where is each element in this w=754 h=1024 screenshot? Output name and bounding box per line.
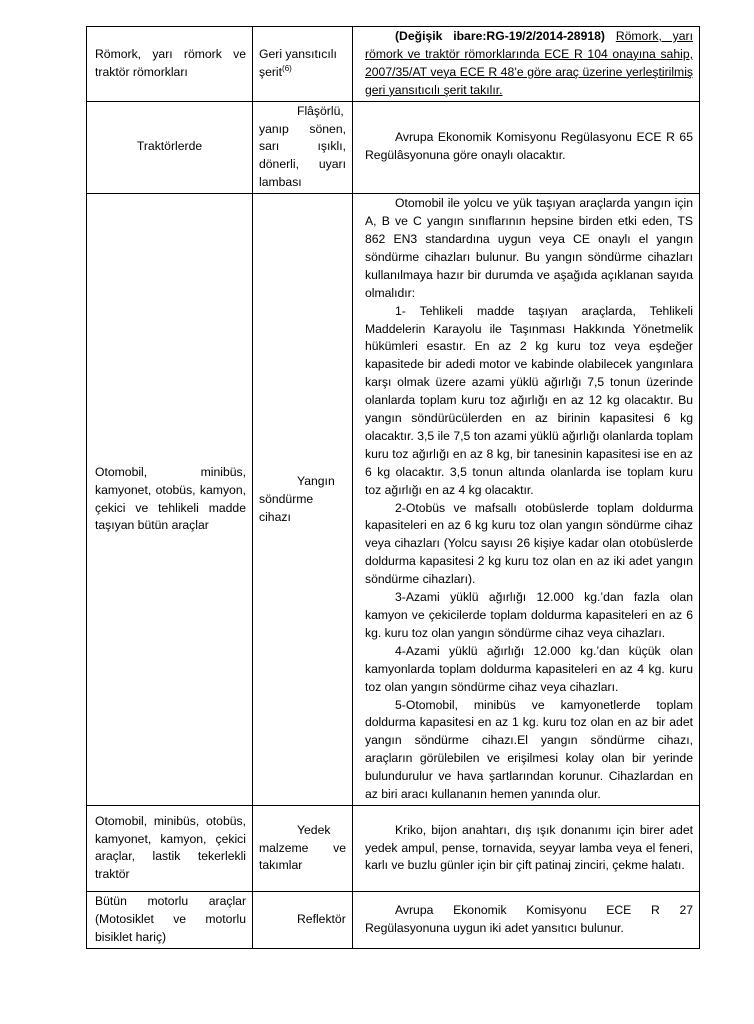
requirement-text: Kriko, bijon anahtarı, dış ışık donanımı için birer adet yedek ampul, pense, tornavida, seyyar lamba veya el feneri, karlı ve buzlu günler için bir çift patinaj zinciri, çekme halatı. bbox=[365, 822, 693, 873]
table-row bbox=[87, 194, 700, 806]
table-row bbox=[87, 27, 700, 102]
table-row bbox=[87, 891, 700, 948]
requirement-cell bbox=[353, 101, 700, 194]
requirement-text: Avrupa Ekonomik Komisyonu ECE R 27 Regülasyonuna uygun iki adet yansıtıcı bulunur. bbox=[365, 902, 693, 935]
vehicle-text: Traktörlerde bbox=[136, 139, 203, 154]
item-cell bbox=[253, 27, 353, 102]
paragraph: 5-Otomobil, minibüs ve kamyonetlerde toplam doldurma kapasitesi en az 1 kg. kuru toz olan en az bir adet yangın söndürme cihazı.El yangın söndürme cihazı, araçların görülebilen ve erişilmesi kolay olan bir yerinde bulundurulur ve hava şartlarından korunur. Cihazlardan en az biri aracı kullananın hemen yanında olur. bbox=[365, 697, 693, 802]
paragraph: Otomobil ile yolcu ve yük taşıyan araçlarda yangın için A, B ve C yangın sınıflarının hepsine birden etki eden, TS 862 EN3 standardına uygun veya CE onaylı el yangın söndürme cihazları bulunur. Bu yangın söndürme cihazları kullanılmaya hazır bir durumda ve aşağıda açıklanan sayıda olmalıdır: bbox=[365, 196, 693, 300]
vehicle-text: Bütün motorlu araçlar (Motosiklet ve motorlu bisiklet hariç) bbox=[95, 893, 246, 944]
paragraph: 4-Azami yüklü ağırlığı 12.000 kg.’dan küçük olan kamyonlarda toplam doldurma kapasiteleri en az 4 kg. kuru toz olan yangın söndürme cihaz veya cihazları. bbox=[365, 643, 693, 694]
table-row bbox=[87, 805, 700, 891]
table-row bbox=[87, 101, 700, 194]
amendment-text: Römork, yarı römork ve traktör römorklarında ECE R 104 onayına sahip, 2007/35/AT veya ECE R 48’e göre araç üzerine yerleştirilmiş geri yansıtıcılı şerit takılır. bbox=[365, 29, 693, 97]
regulation-table bbox=[86, 26, 700, 949]
vehicle-cell bbox=[87, 194, 253, 806]
item-text: Flâşörlü, yanıp sönen, sarı ışıklı, dönerli, uyarı lambası bbox=[259, 103, 346, 190]
requirement-cell bbox=[353, 194, 700, 806]
vehicle-text: Römork, yarı römork ve traktör römorkları bbox=[95, 46, 246, 79]
item-text: Yangın söndürme cihazı bbox=[259, 473, 335, 524]
requirement-cell bbox=[353, 27, 700, 102]
requirement-cell bbox=[353, 891, 700, 948]
item-cell bbox=[253, 891, 353, 948]
requirement-text: Avrupa Ekonomik Komisyonu Regülasyonu ECE R 65 Regülâsyonuna göre onaylı olacaktır. bbox=[365, 130, 693, 163]
paragraph: 3-Azami yüklü ağırlığı 12.000 kg.’dan fazla olan kamyon ve çekicilerde toplam doldurma kapasiteleri en az 6 kg. kuru toz olan yangın söndürme cihaz veya cihazları. bbox=[365, 590, 693, 640]
vehicle-cell bbox=[87, 101, 253, 194]
item-text: Geri yansıtıcılı şerit bbox=[259, 46, 337, 79]
amendment-prefix: (Değişik ibare:RG-19/2/2014-28918) bbox=[395, 29, 605, 43]
vehicle-cell bbox=[87, 805, 253, 891]
vehicle-cell bbox=[87, 27, 253, 102]
item-text: Reflektör bbox=[297, 911, 346, 926]
item-text: Yedek malzeme ve takımlar bbox=[259, 822, 346, 873]
vehicle-text: Otomobil, minibüs, kamyonet, otobüs, kamyon, çekici ve tehlikeli madde taşıyan bütün araçlar bbox=[95, 464, 246, 533]
requirement-cell bbox=[353, 805, 700, 891]
item-cell bbox=[253, 805, 353, 891]
vehicle-cell bbox=[87, 891, 253, 948]
vehicle-text: Otomobil, minibüs, otobüs, kamyonet, kamyon, çekici araçlar, lastik tekerlekli traktör bbox=[95, 813, 246, 882]
paragraph: 1- Tehlikeli madde taşıyan araçlarda, Tehlikeli Maddelerin Karayolu ile Taşınması Hakkında Yönetmelik hükümleri esastır. En az 2 kg kuru toz veya eşdeğer kapasitede bir adedi motor ve kabinde olabilecek yangınlara karşı olmak üzere azami yüklü ağırlığı 7,5 tonun üzerinde olanlarda toplam kuru toz ağırlığı en az 12 kg olacaktır. Bu yangın söndürücülerden en az birinin kapasitesi 6 kg olacaktır. 3,5 ile 7,5 ton azami yüklü ağırlığı olanlarda toplam kuru toz ağırlığı en az 8 kg, bir tanesinin kapasitesi ise en az 6 kg olacaktır. 3,5 tonun altında olanlarda ise toplam kuru toz ağırlığı en az 4 kg olacaktır. bbox=[365, 303, 693, 497]
paragraph: 2-Otobüs ve mafsallı otobüslerde toplam doldurma kapasiteleri en az 6 kg kuru toz olan yangın söndürme cihaz veya cihazları (Yolcu sayısı 26 kişiye kadar olan otobüslerde doldurma kapasitesi 2 kg kuru toz olan en az iki adet yangın söndürme cihazları). bbox=[365, 500, 693, 587]
item-cell bbox=[253, 101, 353, 194]
item-cell bbox=[253, 194, 353, 806]
footnote-marker: (6) bbox=[282, 63, 292, 73]
